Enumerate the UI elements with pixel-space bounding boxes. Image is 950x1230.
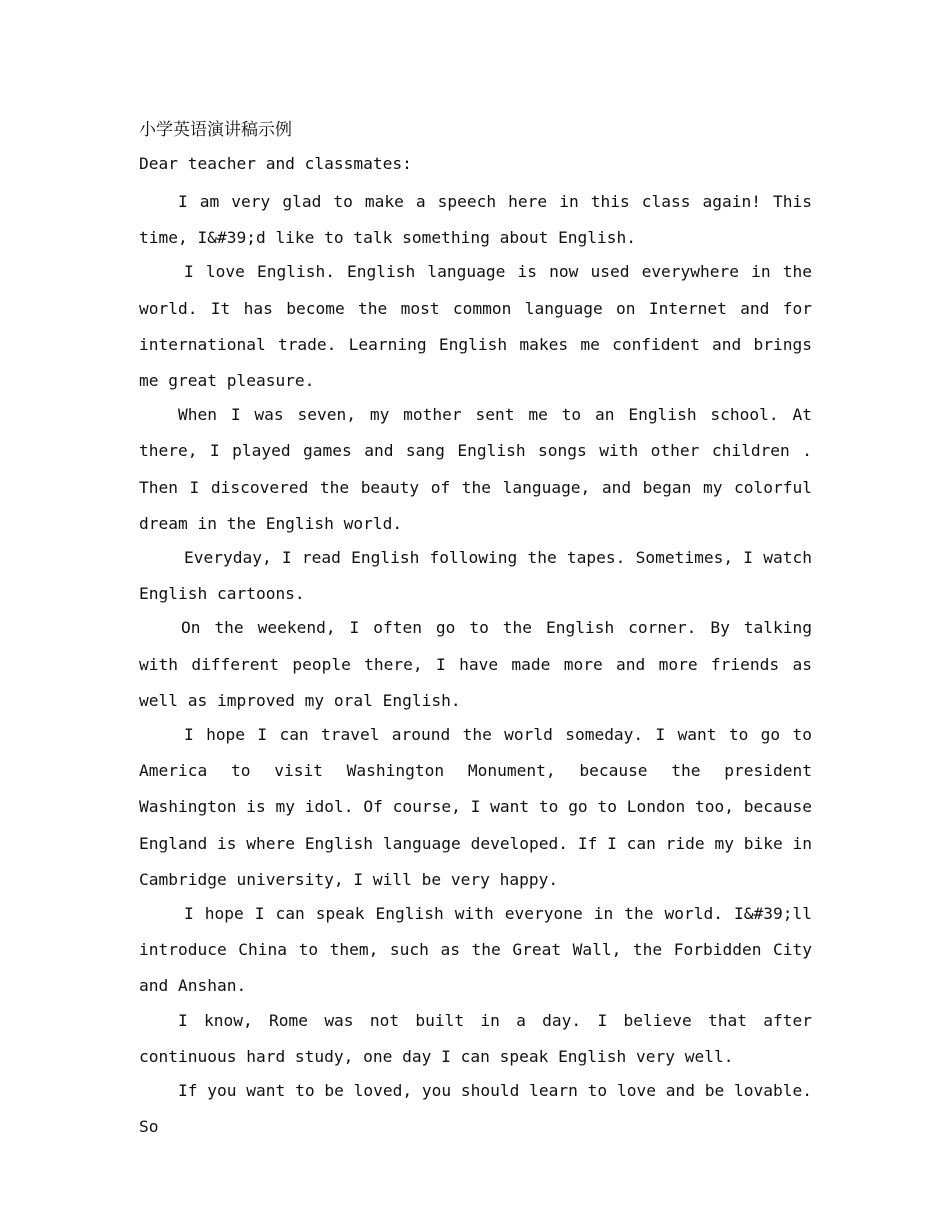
document-title: 小学英语演讲稿示例 bbox=[139, 120, 292, 140]
paragraph: On the weekend, I often go to the English corner. By talking with different people there, I have made more and more friends as well as improved my oral English. bbox=[139, 618, 812, 710]
paragraph: If you want to be loved, you should learn to love and be lovable. So bbox=[139, 1081, 812, 1137]
paragraph: I hope I can speak English with everyone in the world. I&#39;ll introduce China to them, such as the Great Wall, the Forbidden City and Anshan. bbox=[139, 904, 812, 996]
salutation: Dear teacher and classmates: bbox=[139, 154, 412, 173]
paragraph: I hope I can travel around the world someday. I want to go to America to visit Washington Monument, because the president Washington is my idol. Of course, I want to go to London too, because England is where English language developed. If I can ride my bike in Cambridge university, I will be very happy. bbox=[139, 725, 812, 889]
document-body bbox=[139, 117, 812, 1143]
paragraph: I am very glad to make a speech here in this class again! This time, I&#39;d like to talk something about English. bbox=[139, 192, 812, 248]
paragraph: Everyday, I read English following the tapes. Sometimes, I watch English cartoons. bbox=[139, 548, 812, 604]
paragraph: I love English. English language is now used everywhere in the world. It has become the most common language on Internet and for international trade. Learning English makes me confident and brings me great pleasure. bbox=[139, 262, 812, 391]
paragraph: When I was seven, my mother sent me to an English school. At there, I played games and sang English songs with other children . Then I discovered the beauty of the language, and began my colorful dream in the English world. bbox=[139, 405, 812, 533]
paragraph: I know, Rome was not built in a day. I believe that after continuous hard study, one day I can speak English very well. bbox=[139, 1010, 812, 1066]
